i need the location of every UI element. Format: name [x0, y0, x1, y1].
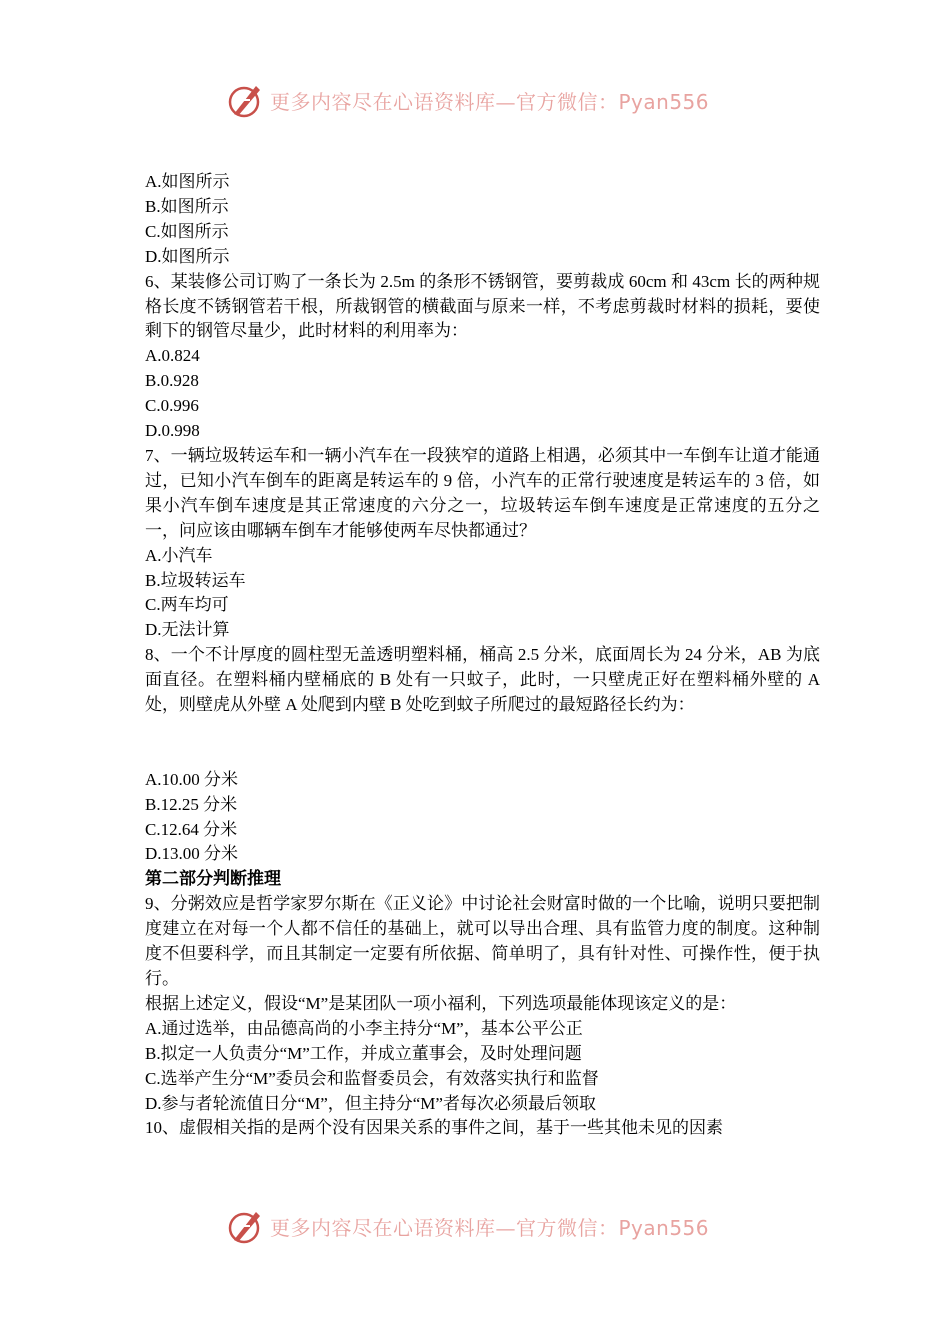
q8-stem: 8、一个不计厚度的圆柱型无盖透明塑料桶，桶高 2.5 分米，底面周长为 24 分米，AB 为底面直径。在塑料桶内壁桶底的 B 处有一只蚊子，此时，一只壁虎正好在塑料桶外壁的 A 处，则壁虎从外壁 A 处爬到内壁 B 处吃到蚊子所爬过的最短路径长约为：: [145, 645, 820, 715]
q10-stem: 10、虚假相关指的是两个没有因果关系的事件之间，基于一些其他未见的因素: [145, 1118, 723, 1138]
document-body: [145, 170, 820, 1141]
q7-option-a: A.小汽车: [145, 545, 213, 565]
q6-option-b: B.0.928: [145, 371, 199, 391]
q9-option-d: D.参与者轮流值日分“M”，但主持分“M”者每次必须最后领取: [145, 1093, 596, 1113]
q6-stem: 6、某装修公司订购了一条长为 2.5m 的条形不锈钢管，要剪裁成 60cm 和 43cm 长的两种规格长度不锈钢管若干根，所裁钢管的横截面与原来一样，不考虑剪裁时材料的损耗，要使剩下的钢管尽量少，此时材料的利用率为：: [145, 271, 820, 341]
q9-question: 根据上述定义，假设“M”是某团队一项小福利，下列选项最能体现该定义的是：: [145, 993, 737, 1013]
q6-option-c: C.0.996: [145, 396, 199, 416]
q5-option-b: B.如图所示: [145, 196, 229, 216]
wechat-id: Pyan556: [618, 1216, 710, 1240]
quill-logo-icon: [226, 80, 266, 120]
q8-option-d: D.13.00 分米: [145, 844, 239, 864]
q5-option-c: C.如图所示: [145, 221, 229, 241]
quill-logo-icon: [226, 1206, 266, 1246]
wechat-id: Pyan556: [618, 90, 710, 114]
q8-option-a: A.10.00 分米: [145, 769, 239, 789]
q8-option-b: B.12.25 分米: [145, 794, 238, 814]
q9-option-b: B.拟定一人负责分“M”工作，并成立董事会，及时处理问题: [145, 1043, 582, 1063]
q6-option-a: A.0.824: [145, 346, 200, 366]
figure-placeholder: [145, 718, 820, 768]
banner-text: 更多内容尽在心语资料库—官方微信：Pyan556: [270, 90, 710, 114]
q6-option-d: D.0.998: [145, 421, 200, 441]
header-banner: [0, 72, 950, 132]
banner-text: 更多内容尽在心语资料库—官方微信：Pyan556: [270, 1216, 710, 1240]
q9-option-a: A.通过选举，由品德高尚的小李主持分“M”，基本公平公正: [145, 1018, 583, 1038]
footer-banner: [0, 1198, 950, 1258]
q9-stem: 9、分粥效应是哲学家罗尔斯在《正义论》中讨论社会财富时做的一个比喻，说明只要把制度建立在对每一个人都不信任的基础上，就可以导出合理、具有监管力度的制度。这种制度不但要科学，而且其制定一定要有所依据、简单明了，具有针对性、可操作性，便于执行。: [145, 894, 820, 988]
q5-option-a: A.如图所示: [145, 172, 230, 191]
section-title: 第二部分判断推理: [145, 869, 281, 889]
q7-stem: 7、一辆垃圾转运车和一辆小汽车在一段狭窄的道路上相遇，必须其中一车倒车让道才能通过，已知小汽车倒车的距离是转运车的 9 倍，小汽车的正常行驶速度是转运车的 3 倍，如果小汽车倒车速度是其正常速度的六分之一，垃圾转运车倒车速度是正常速度的五分之一，问应该由哪辆车倒车才能够使两车尽快都通过？: [145, 445, 820, 540]
q9-option-c: C.选举产生分“M”委员会和监督委员会，有效落实执行和监督: [145, 1068, 599, 1088]
q8-option-c: C.12.64 分米: [145, 819, 238, 839]
q7-option-b: B.垃圾转运车: [145, 570, 246, 590]
q5-option-d: D.如图所示: [145, 246, 230, 266]
q7-option-d: D.无法计算: [145, 620, 230, 640]
q7-option-c: C.两车均可: [145, 595, 229, 615]
